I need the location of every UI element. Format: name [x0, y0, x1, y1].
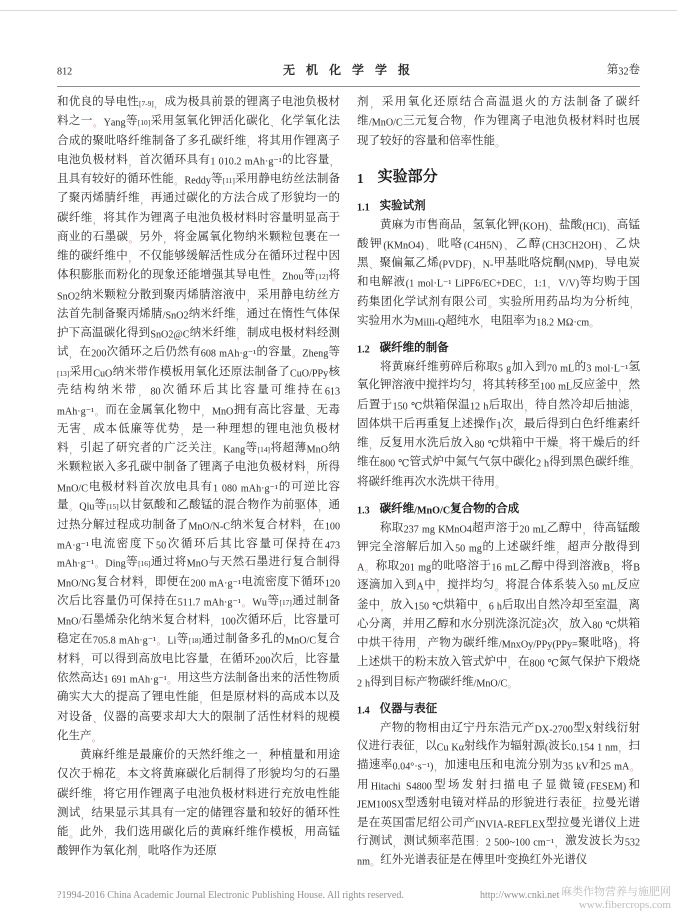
journal-title: 无 机 化 学 学 报 [282, 63, 414, 77]
subsection-number: 1.1 [357, 202, 370, 214]
body-paragraph: 黄麻为市售商品，氢氧化钾(KOH)、盐酸(HCl)、高锰酸钾(KMnO4)、吡咯(C4H5N)、乙醇(CH3CH2OH)、乙炔黑、聚偏氟乙烯(PVDF)、N-甲基吡咯烷酮(NMP)、导电炭和电解液(1 mol·L⁻¹ LiPF6/EC+DEC，1:1，V/V)等均购于国药集团化学试剂有限公司。实验所用药品均为分析纯，实验用水为Milli-Q超纯水，电阻率为18.2 MΩ·cm。 [357, 218, 640, 330]
subsection-heading-carbon-fiber-prep [357, 339, 640, 356]
body-paragraph-continued: 剂，采用氧化还原结合高温退火的方法制备了碳纤维/MnO/C三元复合物，作为锂离子电池负极材料时也展现了较好的容量和倍率性能。 [357, 96, 640, 149]
subsection-number: 1.2 [357, 344, 370, 356]
page-number: 812 [57, 67, 73, 78]
section-number: 1 [357, 170, 364, 186]
subsection-title: 碳纤维的制备 [379, 342, 449, 355]
page-edge-line [0, 10, 677, 11]
subsection-title: 仪器与表征 [379, 702, 438, 715]
section-heading-experimental [357, 165, 640, 187]
watermark-line2: www.fibercrops.com [578, 899, 671, 911]
cnki-url: http://www.cnki.net [480, 890, 560, 901]
left-column [57, 94, 340, 884]
subsection-title: 碳纤维/MnO/C复合物的合成 [379, 502, 520, 517]
watermark-line1: 麻类作物营养与施肥网 [561, 886, 671, 898]
body-paragraph: 将黄麻纤维剪碎后称取5 g加入到70 mL的3 mol·L⁻¹氢氧化钾溶液中搅拌均匀，将其转移至100 mL反应釜中，然后置于150 ℃烘箱保温12 h后取出，待自然冷却后抽滤，固体烘干后再重复上述操作1次，最后得到白色纤维素纤维，反复用水洗后放入80 ℃烘箱中干燥。将干燥后的纤维在800 ℃管式炉中氮气气氛中碳化2 h得到黑色碳纤维。将碳纤维再次水洗烘干待用。 [357, 360, 640, 490]
subsection-number: 1.4 [357, 705, 370, 717]
subsection-number: 1.3 [357, 505, 370, 517]
subsection-heading-characterization [357, 700, 640, 717]
volume-label: 第32卷 [606, 64, 640, 78]
header-divider [57, 86, 640, 87]
right-column [357, 94, 640, 884]
body-paragraph: 产物的物相由辽宁丹东浩元产DX-2700型X射线衍射仪进行表征，以Cu Kα射线作为辐射源(波长0.154 1 nm，扫描速率0.04°·s⁻¹)，加速电压和电流分别为35 kV和25 mA。用Hitachi S4800型场发射扫描电子显微镜(FESEM)和JEM100SX型透射电镜对样品的形貌进行表征。拉曼光谱是在英国雷尼绍公司产INVIA-REFLEX型拉曼光谱仪上进行测试，测试频率范围：2 500~100 cm⁻¹，激发波长为532 nm。红外光谱表征是在傅里叶变换红外光谱仪 [357, 721, 640, 869]
subsection-heading-composite-synthesis [357, 500, 640, 517]
two-column-body [57, 94, 640, 884]
copyright-notice: ?1994-2016 China Academic Journal Electronic Publishing House. All rights reserved. [57, 890, 404, 901]
subsection-title: 实验试剂 [379, 199, 426, 212]
body-paragraph-continued: 和优良的导电性[7-9]，成为极具前景的锂离子电池负极材料之一。Yang等[10]采用氢氧化钾活化碳化、化学氧化法合成的聚吡咯纤维制备了多孔碳纤维，将其用作锂离子电池负极材料，首次循环具有1 010.2 mAh·g⁻¹的比容量，且具有较好的循环性能。Reddy等[11]采用静电纺丝法制备了聚丙烯腈纤维，再通过碳化的方法合成了形貌均一的碳纤维，将其作为锂离子电池负极材料时容量明显高于商业的石墨碳。另外，将金属氧化物纳米颗粒包裹在一维的碳纤维中，不仅能够缓解活性成分在循环过程中因体积膨胀而粉化的现象还能增强其导电性。Zhou等[12]将SnO2纳米颗粒分散到聚丙烯腈溶液中，采用静电纺丝方法首先制备聚丙烯腈/SnO2纳米纤维，通过在惰性气体保护下高温碳化得到SnO2@C纳米纤维，制成电极材料经测试，在200次循环之后仍然有608 mAh·g⁻¹的容量。Zheng等[13]采用CuO纳米带作模板用氧化还原法制备了CuO/PPy核壳结构纳米带，80次循环后其比容量可维持在613 mAh·g⁻¹。而在金属氧化物中，MnO拥有高比容量、无毒无害、成本低廉等优势，是一种理想的锂电池负极材料，引起了研究者的广泛关注。Kang等[14]将超薄MnO纳米颗粒嵌入多孔碳中制备了锂离子电池负极材料，所得MnO/C电极材料首次放电具有1 080 mAh·g⁻¹的可逆比容量。Qiu等[15]以甘氨酸和乙酸锰的混合物作为前驱体，通过热分解过程成功制备了MnO/N-C纳米复合材料，在100 mA·g⁻¹电流密度下50次循环后其比容量可保持在473 mAh·g⁻¹。Ding等[16]通过将MnO与天然石墨进行复合制得MnO/NG复合材料，即便在200 mA·g⁻¹电流密度下循环120次后比容量仍可保持在511.7 mAh·g⁻¹。Wu等[17]通过制备MnO/石墨烯杂化纳米复合材料，100次循环后，比容量可稳定在705.8 mAh·g⁻¹。Li等[18]通过制备多孔的MnO/C复合材料，可以得到高放电比容量，在循环200次后，比容量依然高达1 691 mAh·g⁻¹。用这些方法制备出来的活性物质确实大大的提高了锂电性能，但是原材料的高成本以及对设备、仪器的高要求却大大的限制了活性材料的规模化生产。 [57, 96, 340, 745]
page-footer [0, 879, 677, 919]
body-paragraph: 称取237 mg KMnO4超声溶于20 mL乙醇中，待高锰酸钾完全溶解后加入50 mg的上述碳纤维，超声分散得到A。称取201 mg的吡咯溶于16 mL乙醇中得到溶液B，将B逐滴加入到A中，搅拌均匀。将混合体系装入50 mL反应釜中，放入150 ℃烘箱中，6 h后取出自然冷却至室温，离心分离，并用乙醇和水分别洗涤沉淀3次，放入80 ℃烘箱中烘干待用，产物为碳纤维/MnxOy/PPy(PPy=聚吡咯)。将上述烘干的粉末放入管式炉中，在800 ℃氮气保护下煅烧2 h得到目标产物碳纤维/MnO/C。 [357, 521, 640, 690]
section-title: 实验部分 [377, 168, 438, 185]
body-paragraph: 黄麻纤维是最廉价的天然纤维之一，种植量和用途仅次于棉花。本文将黄麻碳化后制得了形貌均匀的石墨碳纤维，将它用作锂离子电池负极材料进行充放电性能测试，结果显示其具有一定的储锂容量和较好的循环性能。此外，我们选用碳化后的黄麻纤维作模板，用高锰酸钾作为氧化剂，吡咯作为还原 [57, 749, 340, 860]
site-watermark [561, 886, 671, 912]
subsection-heading-reagents [357, 197, 640, 214]
page-header [57, 58, 640, 78]
